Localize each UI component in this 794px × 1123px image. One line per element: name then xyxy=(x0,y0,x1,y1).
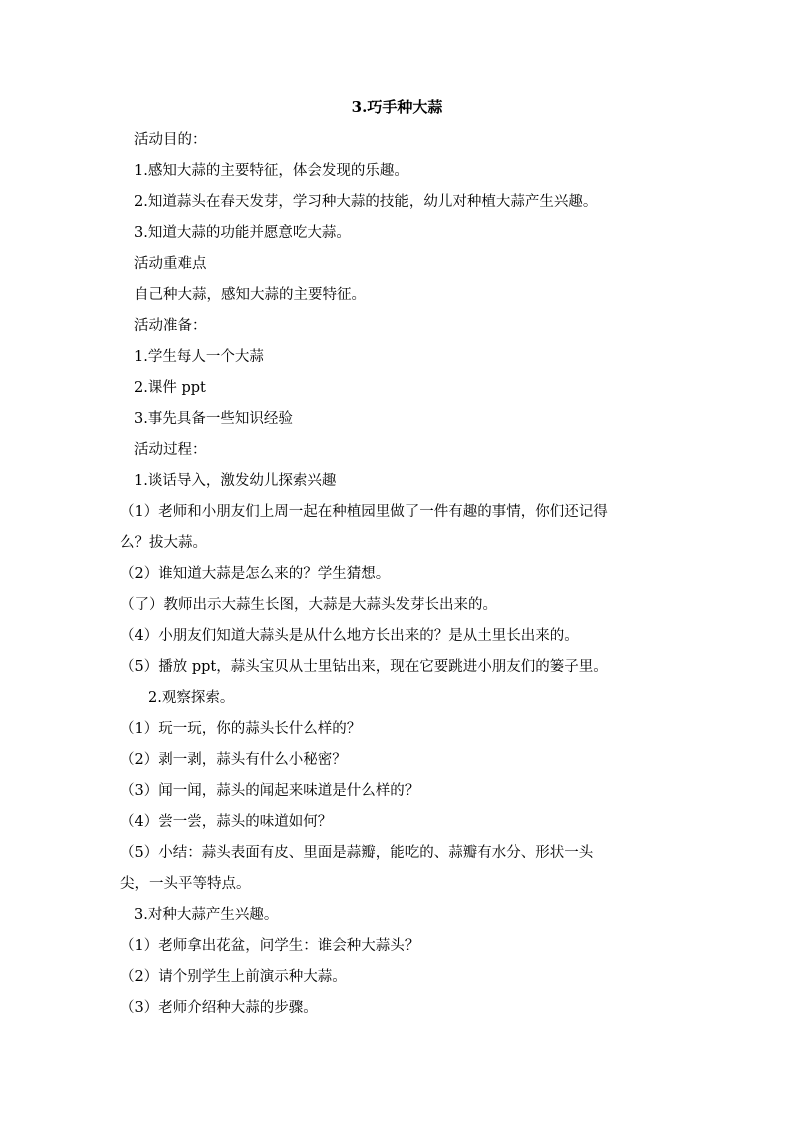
process-item: （3）闻一闻，蒜头的闻起来味道是什么样的？ xyxy=(120,783,420,799)
objective-3: 3.知道大蒜的功能并愿意吃大蒜。 xyxy=(134,225,351,241)
process-item-continued: 尖，一头平等特点。 xyxy=(120,876,251,892)
process-item: （2）剥一剥，蒜头有什么小秘密？ xyxy=(120,752,347,768)
document-title: 3.巧手种大蒜 xyxy=(351,98,443,116)
heading-preparation: 活动准备： xyxy=(134,318,207,334)
process-item: （3）老师介绍种大蒜的步骤。 xyxy=(120,1000,318,1016)
process-item: （1）玩一玩，你的蒜头长什么样的？ xyxy=(120,721,362,737)
objective-1: 1.感知大蒜的主要特征，体会发现的乐趣。 xyxy=(134,163,409,179)
process-item-continued: 么？拔大蒜。 xyxy=(120,535,207,551)
key-points-text: 自己种大蒜，感知大蒜的主要特征。 xyxy=(134,287,366,303)
preparation-3: 3.事先具备一些知识经验 xyxy=(134,411,293,427)
heading-objectives: 活动目的： xyxy=(134,132,207,148)
process-item: （5）小结：蒜头表面有皮、里面是蒜瓣，能吃的、蒜瓣有水分、形状一头 xyxy=(120,845,594,861)
process-item: （1）老师拿出花盆，问学生：谁会种大蒜头？ xyxy=(120,938,420,954)
preparation-2: 2.课件 ppt xyxy=(134,380,206,396)
process-item: （了）教师出示大蒜生长图，大蒜是大蒜头发芽长出来的。 xyxy=(120,597,497,613)
process-item: （4）小朋友们知道大蒜头是从什么地方长出来的？是从土里长出来的。 xyxy=(120,628,579,644)
objective-2: 2.知道蒜头在春天发芽，学习种大蒜的技能，幼儿对种植大蒜产生兴趣。 xyxy=(134,194,598,210)
heading-key-points: 活动重难点 xyxy=(134,256,207,272)
process-step-3: 3.对种大蒜产生兴趣。 xyxy=(134,907,279,923)
process-item: （1）老师和小朋友们上周一起在种植园里做了一件有趣的事情，你们还记得 xyxy=(120,504,608,520)
preparation-1: 1.学生每人一个大蒜 xyxy=(134,349,264,365)
process-step-1: 1.谈话导入，激发幼儿探索兴趣 xyxy=(134,473,337,489)
process-step-2: 2.观察探索。 xyxy=(148,690,235,706)
process-item: （2）谁知道大蒜是怎么来的？学生猜想。 xyxy=(120,566,391,582)
process-item: （2）请个别学生上前演示种大蒜。 xyxy=(120,969,347,985)
heading-process: 活动过程： xyxy=(134,442,207,458)
process-item: （5）播放 ppt，蒜头宝贝从士里钻出来，现在它要跳进小朋友们的篓子里。 xyxy=(120,659,608,675)
process-item: （4）尝一尝，蒜头的味道如何？ xyxy=(120,814,333,830)
